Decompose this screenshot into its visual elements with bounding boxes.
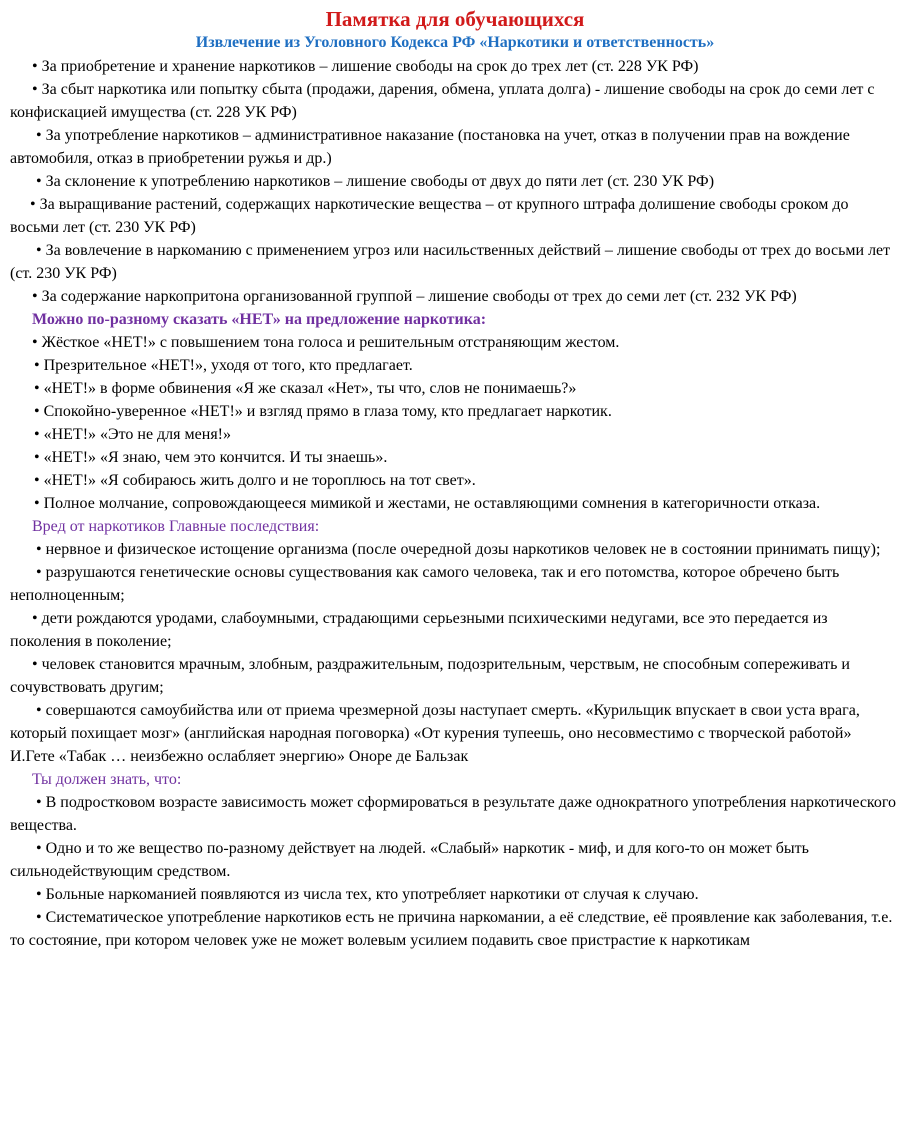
law-section [10,55,900,308]
law-item: • За вовлечение в наркоманию с применением угроз или насильственных действий – лишение свободы от трех до восьми лет (ст. 230 УК РФ) [10,242,891,282]
know-heading: Ты должен знать, что: [32,771,182,788]
law-item: • За выращивание растений, содержащих наркотические вещества – от крупного штрафа долишение свободы сроком до восьми лет (ст. 230 УК РФ) [10,196,849,236]
law-item: • За сбыт наркотика или попытку сбыта (продажи, дарения, обмена, уплата долга) - лишение свободы на срок до семи лет с конфискацией имущества (ст. 228 УК РФ) [10,81,875,121]
page-title: Памятка для обучающихся [325,7,585,31]
harm-item: • нервное и физическое истощение организма (после очередной дозы наркотиков человек не в состоянии принимать пищу); [36,541,881,558]
harm-item: • дети рождаются уродами, слабоумными, страдающими серьезными психическими недугами, все это передается из поколения в поколение; [10,610,828,650]
know-item: • В подростковом возрасте зависимость может сформироваться в результате даже однократного употребления наркотического вещества. [10,794,897,834]
refuse-item: • «НЕТ!» «Я знаю, чем это кончится. И ты знаешь». [34,449,388,466]
know-item: • Одно и то же вещество по-разному действует на людей. «Слабый» наркотик - миф, и для кого-то он может быть сильнодействующим средством. [10,840,809,880]
know-section [10,768,900,952]
refuse-item: • «НЕТ!» «Я собираюсь жить долго и не тороплюсь на тот свет». [34,472,476,489]
refuse-heading: Можно по-разному сказать «НЕТ» на предложение наркотика: [32,311,487,328]
harm-section [10,515,900,768]
harm-item: • разрушаются генетические основы существования как самого человека, так и его потомства, которое обречено быть неполноценным; [10,564,840,604]
law-item: • За употребление наркотиков – административное наказание (постановка на учет, отказ в получении прав на вождение автомобиля, отказ в приобретении ружья и др.) [10,127,850,167]
page-subtitle: Извлечение из Уголовного Кодекса РФ «Наркотики и ответственность» [195,34,715,51]
refuse-item: • Жёсткое «НЕТ!» с повышением тона голоса и решительным отстраняющим жестом. [32,334,620,351]
know-item: • Систематическое употребление наркотиков есть не причина наркомании, а её следствие, её проявление как заболевания, т.е. то состояние, при котором человек уже не может волевым усилием подавить свое пристрастие к наркотикам [10,909,893,949]
law-item: • За содержание наркопритона организованной группой – лишение свободы от трех до семи лет (ст. 232 УК РФ) [32,288,797,305]
harm-item: • совершаются самоубийства или от приема чрезмерной дозы наступает смерть. «Курильщик впускает в свои уста врага, который похищает мозг» (английская народная поговорка) «От курения тупеешь, оно несовместимо с творческой работой» И.Гете «Табак … неизбежно ослабляет энергию» Оноре де Бальзак [10,702,860,765]
refuse-item: • Спокойно-уверенное «НЕТ!» и взгляд прямо в глаза тому, кто предлагает наркотик. [34,403,612,420]
refuse-item: • «НЕТ!» в форме обвинения «Я же сказал «Нет», ты что, слов не понимаешь?» [34,380,577,397]
harm-item: • человек становится мрачным, злобным, раздражительным, подозрительным, черствым, не способным сопереживать и сочувствовать другим; [10,656,850,696]
refuse-item: • «НЕТ!» «Это не для меня!» [34,426,231,443]
know-item: • Больные наркоманией появляются из числа тех, кто употребляет наркотики от случая к случаю. [36,886,699,903]
refuse-item: • Полное молчание, сопровождающееся мимикой и жестами, не оставляющими сомнения в категоричности отказа. [34,495,821,512]
refuse-section [10,308,900,515]
law-item: • За склонение к употреблению наркотиков – лишение свободы от двух до пяти лет (ст. 230 УК РФ) [36,173,715,190]
refuse-item: • Презрительное «НЕТ!», уходя от того, кто предлагает. [34,357,413,374]
harm-heading: Вред от наркотиков Главные последствия: [32,518,320,535]
law-item: • За приобретение и хранение наркотиков – лишение свободы на срок до трех лет (ст. 228 УК РФ) [32,58,699,75]
